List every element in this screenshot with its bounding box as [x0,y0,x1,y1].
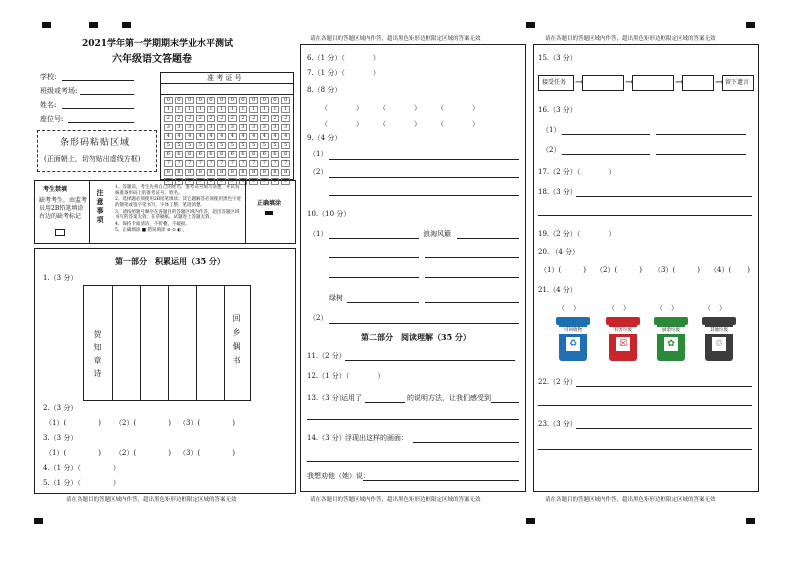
exam-id-bubble[interactable]: 9 [175,178,184,185]
footer-note: 请在各题目的答题区域内作答，超出黑色矩形边框限定区域的答案无效 [66,497,237,503]
q14-line[interactable] [413,442,519,443]
exam-id-bubble[interactable]: 4 [185,133,194,140]
kitchen-waste-bin-icon: 厨余垃圾 ✿ [654,317,688,361]
q15-label: 15.（3 分） [538,54,577,62]
notice-item: 3、请按照题号顺序在各题目的答题区域内作答，超出答题区域书写的答案无效；在草稿纸、试题卷上答题无效。 [115,209,240,221]
q4-answer[interactable]: 4.（1 分）（ ） [43,464,120,472]
exam-id-grid[interactable] [163,96,291,184]
q8-label: 8.（8 分） [307,86,342,94]
exam-id-bubble[interactable]: 6 [239,151,248,158]
exam-id-bubble[interactable]: 0 [239,97,248,104]
exam-id-bubble[interactable]: 3 [207,124,216,131]
exam-id-bubble[interactable]: 1 [196,106,205,113]
q2-opt-3[interactable]: （3）( ) [179,419,235,427]
q17-answer[interactable]: 17.（2 分）（ ） [538,168,616,176]
q10-1-label: （1） [309,230,328,238]
arrow-right-icon: → [575,77,584,88]
q13-line[interactable] [491,402,519,403]
exam-id-bubble[interactable]: 9 [185,178,194,185]
alignment-mark [34,518,43,524]
seat-label: 座位号: [40,115,64,123]
q8-blank[interactable]: （ ） [437,104,479,112]
q14-text: 浮现出这样的画面： [345,434,408,442]
flow-blank-box[interactable] [582,75,624,91]
exam-id-bubble[interactable]: 3 [217,124,226,131]
q13-line[interactable] [307,419,519,420]
notice-item: 4、保持卡面清洁，不折叠、不破损。 [115,221,190,227]
q10-2-line[interactable] [329,323,519,324]
exam-id-bubble[interactable]: 0 [271,97,280,104]
q13-label: 13.（3 分） [307,394,346,402]
q9-2-line[interactable] [329,195,519,196]
exam-id-bubble[interactable]: 9 [239,178,248,185]
exam-id-bubble[interactable]: 0 [260,97,269,104]
exam-id-bubble[interactable]: 7 [249,160,258,167]
exam-id-bubble[interactable]: 5 [249,142,258,149]
q5-answer[interactable]: 5.（1 分）（ ） [43,479,120,487]
exam-title: 2021学年第一学期期末学业水平测试 [82,39,234,49]
q3-label: 3.（3 分） [43,434,78,442]
hazardous-bin-icon: 有害垃圾 ☒ [606,317,640,361]
exam-id-bubble[interactable]: 5 [164,142,173,149]
exam-id-bubble[interactable]: 2 [196,115,205,122]
q23-line[interactable] [538,449,752,450]
exam-id-bubble[interactable]: 8 [217,169,226,176]
exam-id-bubble[interactable]: 2 [249,115,258,122]
exam-id-bubble[interactable]: 1 [207,106,216,113]
alignment-mark [746,518,755,524]
exam-id-bubble[interactable]: 9 [228,178,237,185]
notice-box [34,180,296,244]
class-field[interactable] [80,94,134,95]
notice-item: 5、正确填涂 ■ 错误填涂 ⊘ ⊙ ◐ 。 [115,228,188,234]
exam-id-bubble[interactable]: 1 [249,106,258,113]
exam-id-bubble[interactable]: 8 [175,169,184,176]
exam-id-bubble[interactable]: 6 [207,151,216,158]
q3-opt-2[interactable]: （2）( ) [115,449,171,457]
header-note: 请在各题目的答题区域内作答，超出黑色矩形边框限定区域的答案无效 [545,36,716,42]
school-field[interactable] [62,80,134,81]
arrow-right-icon: → [625,77,634,88]
exam-id-label: 准 考 证 号 [207,74,242,82]
q10-label: 10.（10 分） [307,210,351,218]
exam-id-bubble[interactable]: 7 [164,160,173,167]
exam-id-bubble[interactable]: 0 [207,97,216,104]
exam-id-bubble[interactable]: 5 [196,142,205,149]
q3-opt-3[interactable]: （3）( ) [179,449,235,457]
exam-id-bubble[interactable]: 8 [207,169,216,176]
q21-label: 21.（4 分） [538,286,577,294]
q9-1-label: （1） [309,150,328,158]
q22-label: 22.（2 分） [538,378,577,386]
exam-id-bubble[interactable]: 6 [217,151,226,158]
exam-id-bubble[interactable]: 8 [228,169,237,176]
q9-2-label: （2） [309,168,328,176]
exam-id-bubble[interactable]: 1 [281,106,290,113]
exam-id-bubble[interactable]: 8 [185,169,194,176]
exam-id-bubble[interactable]: 9 [196,178,205,185]
exam-id-bubble[interactable]: 1 [260,106,269,113]
q21-blank[interactable]: （ ） [608,304,630,312]
q13-text-a: 运用了 [341,394,362,402]
exam-id-bubble[interactable]: 1 [217,106,226,113]
q22-line[interactable] [538,405,752,406]
notice-body: 缺考考生，由监考员用2B铅笔填涂右边的缺考标记 [39,197,88,220]
part1-title: 第一部分 积累运用（35 分） [115,256,225,266]
exam-id-bubble[interactable]: 4 [281,133,290,140]
exam-id-bubble[interactable]: 2 [207,115,216,122]
exam-id-bubble[interactable]: 6 [196,151,205,158]
class-label: 班级或考场: [40,87,78,95]
exam-id-bubble[interactable]: 0 [196,97,205,104]
barcode-title: 条形码粘贴区域 [60,138,131,148]
exam-id-bubble[interactable]: 0 [249,97,258,104]
exam-id-bubble[interactable]: 9 [207,178,216,185]
q10-line[interactable] [329,238,419,239]
exam-id-bubble[interactable]: 3 [196,124,205,131]
q19-answer[interactable]: 19.（2 分）（ ） [538,230,616,238]
exam-id-bubble[interactable]: 8 [239,169,248,176]
exam-id-bubble[interactable]: 8 [281,169,290,176]
exam-id-bubble[interactable]: 2 [185,115,194,122]
exam-id-bubble[interactable]: 4 [207,133,216,140]
q2-opt-1[interactable]: （1）( ) [45,419,101,427]
exam-id-bubble[interactable]: 6 [185,151,194,158]
exam-id-bubble[interactable]: 3 [271,124,280,131]
exam-id-bubble[interactable]: 0 [217,97,226,104]
name-field[interactable] [62,108,134,109]
exam-id-bubble[interactable]: 5 [260,142,269,149]
exam-id-bubble[interactable]: 9 [164,178,173,185]
alignment-mark [746,22,755,28]
q10-wave-text: 浪淘风簸 [423,230,451,238]
q22-line[interactable] [576,386,752,387]
q18-line[interactable] [576,196,752,197]
q21-blank[interactable]: （ ） [656,304,678,312]
exam-id-bubble[interactable]: 7 [175,160,184,167]
q10-line[interactable] [329,257,419,258]
q1-label: 1.（3 分） [43,274,78,282]
q18-line[interactable] [538,215,752,216]
absent-mark-box[interactable] [55,229,65,236]
exam-id-bubble[interactable]: 8 [260,169,269,176]
alignment-mark [526,22,535,28]
q9-label: 9.（4 分） [307,134,342,142]
exam-id-bubble[interactable]: 3 [239,124,248,131]
exam-id-bubble[interactable]: 4 [239,133,248,140]
q11-label: 11.（2 分） [307,352,346,360]
part1-answer-box [34,248,296,494]
col2-answer-box [300,44,526,492]
arrow-right-icon: → [715,77,724,88]
exam-id-bubble[interactable]: 2 [260,115,269,122]
exam-id-bubble[interactable]: 8 [271,169,280,176]
exam-id-bubble[interactable]: 3 [228,124,237,131]
barcode-note: (正面朝上，切勿贴出虚线方框) [44,155,141,163]
exam-id-bubble[interactable]: 7 [185,160,194,167]
q8-blank[interactable]: （ ） [379,104,421,112]
exam-id-bubble[interactable]: 0 [164,97,173,104]
q20-opt-1[interactable]: （1）( ) [540,266,586,274]
exam-id-bubble[interactable]: 9 [217,178,226,185]
exam-id-bubble[interactable]: 3 [175,124,184,131]
exam-id-bubble[interactable]: 4 [271,133,280,140]
q8-blank[interactable]: （ ） [379,120,421,128]
flow-end-box: 留下遗言 [722,75,754,91]
q16-label: 16.（3 分） [538,106,577,114]
q3-opt-1[interactable]: （1）( ) [45,449,101,457]
exam-id-bubble[interactable]: 2 [175,115,184,122]
q14-line[interactable] [307,461,519,462]
notice-item: 1、答题前，考生先将自己的姓名、准考证号填写清楚，并认真核准条形码上的准考证号、姓名。 [115,185,240,196]
exam-id-bubble[interactable]: 5 [217,142,226,149]
exam-id-bubble[interactable]: 4 [228,133,237,140]
q21-blank[interactable]: （ ） [704,304,726,312]
part2-title: 第二部分 阅读理解（35 分） [361,332,471,342]
alignment-mark [526,518,535,524]
fill-sample-label: 正确填涂 [257,200,282,207]
exam-id-bubble[interactable]: 0 [228,97,237,104]
q10-line[interactable] [457,238,519,239]
name-label: 姓名: [40,101,57,109]
q8-blank[interactable]: （ ） [321,104,363,112]
exam-id-bubble[interactable]: 3 [260,124,269,131]
q6-answer[interactable]: 6.（1 分）（ ） [307,54,380,62]
q13-text-b: 的说明方法，让我们感受到 [407,394,491,402]
q23-line[interactable] [576,428,752,429]
q10-line[interactable] [425,257,519,258]
flow-blank-box[interactable] [682,75,714,91]
exam-id-bubble[interactable]: 3 [249,124,258,131]
exam-id-bubble[interactable]: 2 [239,115,248,122]
q9-2-line[interactable] [329,177,519,178]
footer-note: 请在各题目的答题区域内作答，超出黑色矩形边框限定区域的答案无效 [310,497,481,503]
q11-line[interactable] [345,360,515,361]
exam-id-bubble[interactable]: 6 [281,151,290,158]
barcode-area [37,130,157,172]
exam-id-bubble[interactable]: 8 [249,169,258,176]
seat-field[interactable] [68,122,134,123]
q21-blank[interactable]: （ ） [558,304,580,312]
exam-id-bubble[interactable]: 6 [271,151,280,158]
exam-id-bubble[interactable]: 7 [217,160,226,167]
col3-answer-box [533,44,759,492]
exam-id-bubble[interactable]: 4 [260,133,269,140]
exam-id-bubble[interactable]: 2 [164,115,173,122]
school-label: 学校: [40,73,57,81]
q10-shazhu-text: 绿树 [329,294,343,302]
exam-id-bubble[interactable]: 7 [271,160,280,167]
exam-id-bubble[interactable]: 2 [271,115,280,122]
exam-id-bubble[interactable]: 3 [281,124,290,131]
q10-2-label: （2） [309,314,328,322]
q20-opt-3[interactable]: （3）( ) [654,266,700,274]
q10-line[interactable] [425,277,519,278]
q16-2-label: （2） [542,146,561,154]
q20-label: 20. （4 分） [538,248,580,256]
exam-id-bubble[interactable]: 1 [228,106,237,113]
exam-id-bubble[interactable]: 4 [196,133,205,140]
exam-id-bubble[interactable]: 2 [217,115,226,122]
q14-tail-text: 我想劝他（她）说： [307,472,370,480]
exam-id-bubble[interactable]: 2 [228,115,237,122]
q23-label: 23.（3 分） [538,420,577,428]
exam-id-bubble[interactable]: 4 [249,133,258,140]
poem-title: 回乡偶书 [232,314,241,370]
flow-start-box: 接受任务 [538,75,574,91]
exam-id-bubble[interactable]: 9 [249,178,258,185]
q16-1-label: （1） [542,126,561,134]
q7-answer[interactable]: 7.（1 分）（ ） [307,69,380,77]
q2-opt-2[interactable]: （2）( ) [115,419,171,427]
attention-title: 注意事项 [96,189,105,225]
notice-item: 2、选择题必须使用2B铅笔填涂；其它题解答必须使用黑色字迹的钢笔或签字笔书写，字体工整、笔迹清楚。 [115,197,242,208]
exam-id-bubble[interactable]: 0 [185,97,194,104]
q20-opt-4[interactable]: （4）( ) [710,266,750,274]
exam-id-bubble[interactable]: 0 [281,97,290,104]
exam-id-bubble[interactable]: 6 [260,151,269,158]
exam-id-bubble[interactable]: 7 [260,160,269,167]
poem-writing-grid[interactable] [83,285,251,401]
exam-id-bubble[interactable]: 4 [217,133,226,140]
exam-id-box [160,72,294,184]
exam-id-bubble[interactable]: 7 [228,160,237,167]
exam-id-bubble[interactable]: 1 [175,106,184,113]
q12-answer[interactable]: 12.（1 分）（ ） [307,372,385,380]
exam-id-bubble[interactable]: 8 [164,169,173,176]
exam-id-bubble[interactable]: 2 [281,115,290,122]
exam-id-bubble[interactable]: 7 [207,160,216,167]
exam-id-bubble[interactable]: 9 [260,178,269,185]
header-note: 请在各题目的答题区域内作答，超出黑色矩形边框限定区域的答案无效 [310,36,481,42]
q2-label: 2.（3 分） [43,404,78,412]
q9-1-line[interactable] [329,159,519,160]
exam-id-bubble[interactable]: 1 [164,106,173,113]
alignment-mark [89,22,98,28]
exam-id-bubble[interactable]: 9 [281,178,290,185]
q10-line[interactable] [329,277,419,278]
exam-id-bubble[interactable]: 6 [228,151,237,158]
alignment-mark [122,22,131,28]
q18-label: 18.（3 分） [538,188,577,196]
exam-id-bubble[interactable]: 4 [164,133,173,140]
q14-label: 14.（3 分） [307,434,346,442]
q16-line[interactable] [656,134,746,135]
recyclable-bin-icon: 可回收物 ♻ [556,317,590,361]
exam-subtitle: 六年级语文答题卷 [112,54,192,65]
q16-line[interactable] [562,134,650,135]
exam-id-bubble[interactable]: 8 [196,169,205,176]
q13-line[interactable] [365,402,405,403]
exam-id-bubble[interactable]: 6 [249,151,258,158]
q10-line[interactable] [347,302,419,303]
exam-id-bubble[interactable]: 4 [175,133,184,140]
exam-id-bubble[interactable]: 7 [239,160,248,167]
footer-note: 请在各题目的答题区域内作答，超出黑色矩形边框限定区域的答案无效 [545,497,716,503]
alignment-mark [42,22,51,28]
q14-line[interactable] [363,480,519,481]
poem-author: 贺知章诗 [93,330,102,382]
arrow-right-icon: → [675,77,684,88]
exam-id-bubble[interactable]: 0 [175,97,184,104]
exam-id-bubble[interactable]: 5 [185,142,194,149]
exam-id-bubble[interactable]: 3 [185,124,194,131]
exam-id-bubble[interactable]: 7 [281,160,290,167]
notice-title: 考生禁填 [43,186,68,193]
q16-line[interactable] [562,154,650,155]
q16-line[interactable] [656,154,746,155]
exam-id-bubble[interactable]: 3 [164,124,173,131]
exam-id-bubble[interactable]: 1 [271,106,280,113]
flow-blank-box[interactable] [632,75,674,91]
exam-id-bubble[interactable]: 6 [175,151,184,158]
exam-id-bubble[interactable]: 5 [239,142,248,149]
exam-id-bubble[interactable]: 5 [228,142,237,149]
q8-blank[interactable]: （ ） [321,120,363,128]
q10-line[interactable] [425,302,519,303]
other-waste-bin-icon: 其他垃圾 ♲ [702,317,736,361]
exam-id-bubble[interactable]: 6 [164,151,173,158]
exam-id-bubble[interactable]: 5 [281,142,290,149]
q8-blank[interactable]: （ ） [437,120,479,128]
q20-opt-2[interactable]: （2）( ) [596,266,642,274]
exam-id-bubble[interactable]: 9 [271,178,280,185]
exam-id-bubble[interactable]: 7 [196,160,205,167]
exam-id-bubble[interactable]: 1 [185,106,194,113]
exam-id-bubble[interactable]: 5 [207,142,216,149]
exam-id-bubble[interactable]: 5 [271,142,280,149]
exam-id-bubble[interactable]: 1 [239,106,248,113]
exam-id-bubble[interactable]: 5 [175,142,184,149]
fill-sample-mark [265,211,273,215]
